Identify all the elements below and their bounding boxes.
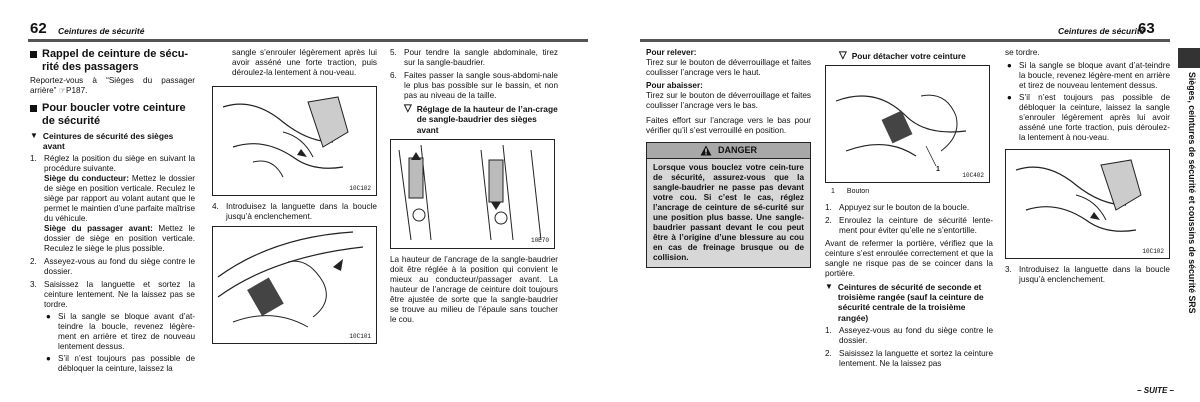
door-note: Avant de refermer la portière, vérifiez que la ceinture s’est enroulée correctement et que la sangle ne risque pas de se coincer dans la portière.: [825, 238, 993, 278]
square-bullet-icon: [30, 51, 37, 58]
buckle-insert-drawing: [213, 227, 377, 344]
section-heading: Pour boucler votre ceinture de sécurité: [30, 102, 195, 127]
figure-code: 10C102: [1142, 247, 1164, 255]
list-item: 5. Pour tendre la sangle abdominale, tirez sur la sangle-baudrier.: [390, 48, 558, 67]
figure-code: 10C101: [349, 332, 371, 340]
steps-list: [30, 154, 195, 376]
steps-list: [825, 203, 993, 236]
subheading: ▽ Réglage de la hauteur de l’an-crage de sangle-baudrier des sièges avant: [404, 103, 558, 135]
bullet-item: ● S’il n’est toujours pas possible de débloquer la ceinture, laissez la sangle s’enrouler légèrement après lui avoir asséné une forte traction, puis déroulez-la lentement à nou-veau.: [1005, 93, 1170, 143]
subheading: ▼ Ceintures de sécurité des sièges avant: [30, 130, 174, 151]
right-page: [610, 0, 1200, 402]
figure-code: 10E70: [530, 237, 549, 245]
right-column-3: [1005, 48, 1170, 288]
anchor-height-drawing: [391, 140, 555, 249]
list-item: 4. Introduisez la languette dans la boucle jusqu’à enclenchement.: [212, 202, 377, 221]
lower-label: Pour abaisser:: [646, 81, 703, 90]
bullet-dot-icon: ●: [1007, 61, 1012, 70]
left-column-1: [30, 48, 195, 379]
bullet-dot-icon: ●: [46, 312, 51, 322]
list-item: 3. Introduisez la languette dans la boucle jusqu’à enclenchement.: [1005, 265, 1170, 284]
steps-list: [212, 202, 377, 222]
left-column-3: [390, 48, 558, 328]
right-column-1: [646, 48, 811, 268]
danger-text: Lorsque vous bouclez votre cein-ture de sécurité, assurez-vous que la sangle-baudrier ne passe pas devant votre cou. Si c’est le cas, réglez l’ancrage de ceinture de sé-curité sur une position plus basse. Une sangle-baudrier passant devant le cou peut être à l’origine d’une blessure au cou en cas de freinage brusque ou de collision.: [653, 163, 804, 262]
reference-text: Reportez-vous à “Sièges du passager arrière” ☞P187.: [30, 76, 195, 96]
anchor-height-illustration: [390, 139, 555, 249]
list-item: 1. Réglez la position du siège en suivant la procédure suivante. Siège du conducteur: Mettez le dossier de siège en position verticale. Reculez le siège par rapport au volant autant que le permet le maintien d’une parfaite maîtrise du véhicule. Siège du passager avant: Mettez le dossier de siège en position verticale. Reculez le siège le plus possible.: [30, 154, 195, 254]
bullet-item: ● Si la sangle se bloque avant d’at-teindre la boucle, revenez légère-ment en arrière et tirez de nouveau lentement dessus.: [44, 312, 195, 352]
steps-list: [1005, 265, 1170, 285]
list-item: 6. Faites passer la sangle sous-abdomi-nale le plus bas possible sur le bassin, et non pas au niveau de la taille.: [390, 71, 558, 100]
paragraph: La hauteur de l’ancrage de la sangle-baudrier doit être réglée à la position qui convient le mieux au conducteur/passager avant. La hauteur de l’ancrage de ceinture doit toujours être ajustée de sorte que la sangle-baudrier se trouve au milieu de l’épaule sans toucher le cou.: [390, 254, 558, 324]
figure-code: 10C102: [349, 184, 371, 192]
list-item: 2. Enroulez la ceinture de sécurité lente-ment pour éviter qu’elle ne s’entortille.: [825, 215, 993, 235]
raise-label: Pour relever:: [646, 48, 697, 57]
section-heading: Rappel de ceinture de sécu-rité des passagers: [30, 48, 195, 73]
list-item: 3. Saisissez la languette et sortez la ceinture lentement. Ne la laissez pas se tordre. ● Si la sangle se bloque avant d’at-teindre la boucle, revenez légère-ment en arrière et tirez de nouveau lentement dessus. ● S’il n’est toujours pas possible de débloquer la ceinture, laissez la: [30, 280, 195, 374]
header-rule: [28, 39, 588, 42]
buckle-insert-illustration: [212, 226, 377, 344]
raise-text: Tirez sur le bouton de déverrouillage et faites coulisser l’ancrage vers le haut.: [646, 58, 811, 77]
list-item: 2. Asseyez-vous au fond du siège contre le dossier.: [30, 257, 195, 277]
seatbelt-pull-drawing: [1006, 150, 1170, 259]
continuation-text: sangle s’enrouler légèrement après lui avoir asséné une forte traction, puis déroulez-la lentement à nou-veau.: [232, 48, 377, 77]
chapter-tab: [1178, 48, 1200, 68]
danger-box: [646, 142, 811, 268]
continued-footer: – SUITE –: [1137, 386, 1174, 396]
chapter-side-title: Sièges, ceintures de sécurité et coussins de sécurité SRS: [1187, 72, 1197, 314]
driver-label: Siège du conducteur:: [44, 174, 129, 184]
list-item: 1. Appuyez sur le bouton de la boucle.: [825, 202, 970, 212]
figure-legend: 1 Bouton: [831, 188, 870, 196]
seatbelt-pull-illustration: [212, 86, 377, 196]
list-item: 1. Asseyez-vous au fond du siège contre le dossier.: [825, 325, 993, 345]
right-column-2: [825, 48, 993, 372]
page-number: 63: [1138, 20, 1155, 37]
steps-list: [390, 48, 558, 101]
lower-text: Tirez sur le bouton de déverrouillage et faites coulisser l’ancrage vers le bas.: [646, 91, 811, 110]
triangle-down-icon: ▼: [30, 130, 38, 140]
triangle-outline-icon: ▽: [404, 103, 412, 114]
left-column-2: [212, 48, 377, 344]
page-number: 62: [30, 20, 47, 37]
buckle-release-drawing: [826, 66, 990, 183]
verify-text: Faites effort sur l’ancrage vers le bas pour vérifier qu’il s’est verrouillé en position.: [646, 116, 811, 135]
page-header-title: Ceintures de sécurité: [58, 26, 145, 36]
subheading: ▽ Pour détacher votre ceinture: [839, 50, 966, 61]
bullet-item: ● S’il n’est toujours pas possible de débloquer la ceinture, laissez la: [44, 354, 195, 374]
figure-code: 10C402: [962, 171, 984, 179]
left-page: [0, 0, 590, 402]
list-item: 2. Saisissez la languette et sortez la ceinture lentement. Ne la laissez pas: [825, 348, 993, 368]
continuation-text: se tordre.: [1005, 48, 1040, 57]
passenger-label: Siège du passager avant:: [44, 224, 153, 234]
header-rule: [640, 39, 1170, 42]
callout-number: 1: [936, 166, 940, 174]
seatbelt-pull-drawing: [213, 87, 377, 196]
triangle-outline-icon: ▽: [839, 50, 847, 61]
bullet-item: ● Si la sangle se bloque avant d’at-teindre la boucle, revenez légère-ment en arrière et tirez de nouveau lentement dessus.: [1005, 61, 1170, 91]
buckle-release-illustration: [825, 65, 990, 183]
triangle-down-icon: ▼: [825, 281, 833, 291]
steps-list: [825, 326, 993, 369]
subheading: ▼ Ceintures de sécurité de seconde et troisième rangée (sauf la ceinture de sécurité centrale de la troisième rangée): [825, 281, 984, 323]
bullet-dot-icon: ●: [46, 354, 51, 364]
seatbelt-pull-illustration: [1005, 149, 1170, 259]
warning-triangle-icon: [700, 145, 712, 156]
page-header-title: Ceintures de sécurité: [1058, 26, 1145, 36]
danger-header: DANGER: [647, 143, 810, 159]
square-bullet-icon: [30, 105, 37, 112]
bullet-dot-icon: ●: [1007, 93, 1012, 102]
